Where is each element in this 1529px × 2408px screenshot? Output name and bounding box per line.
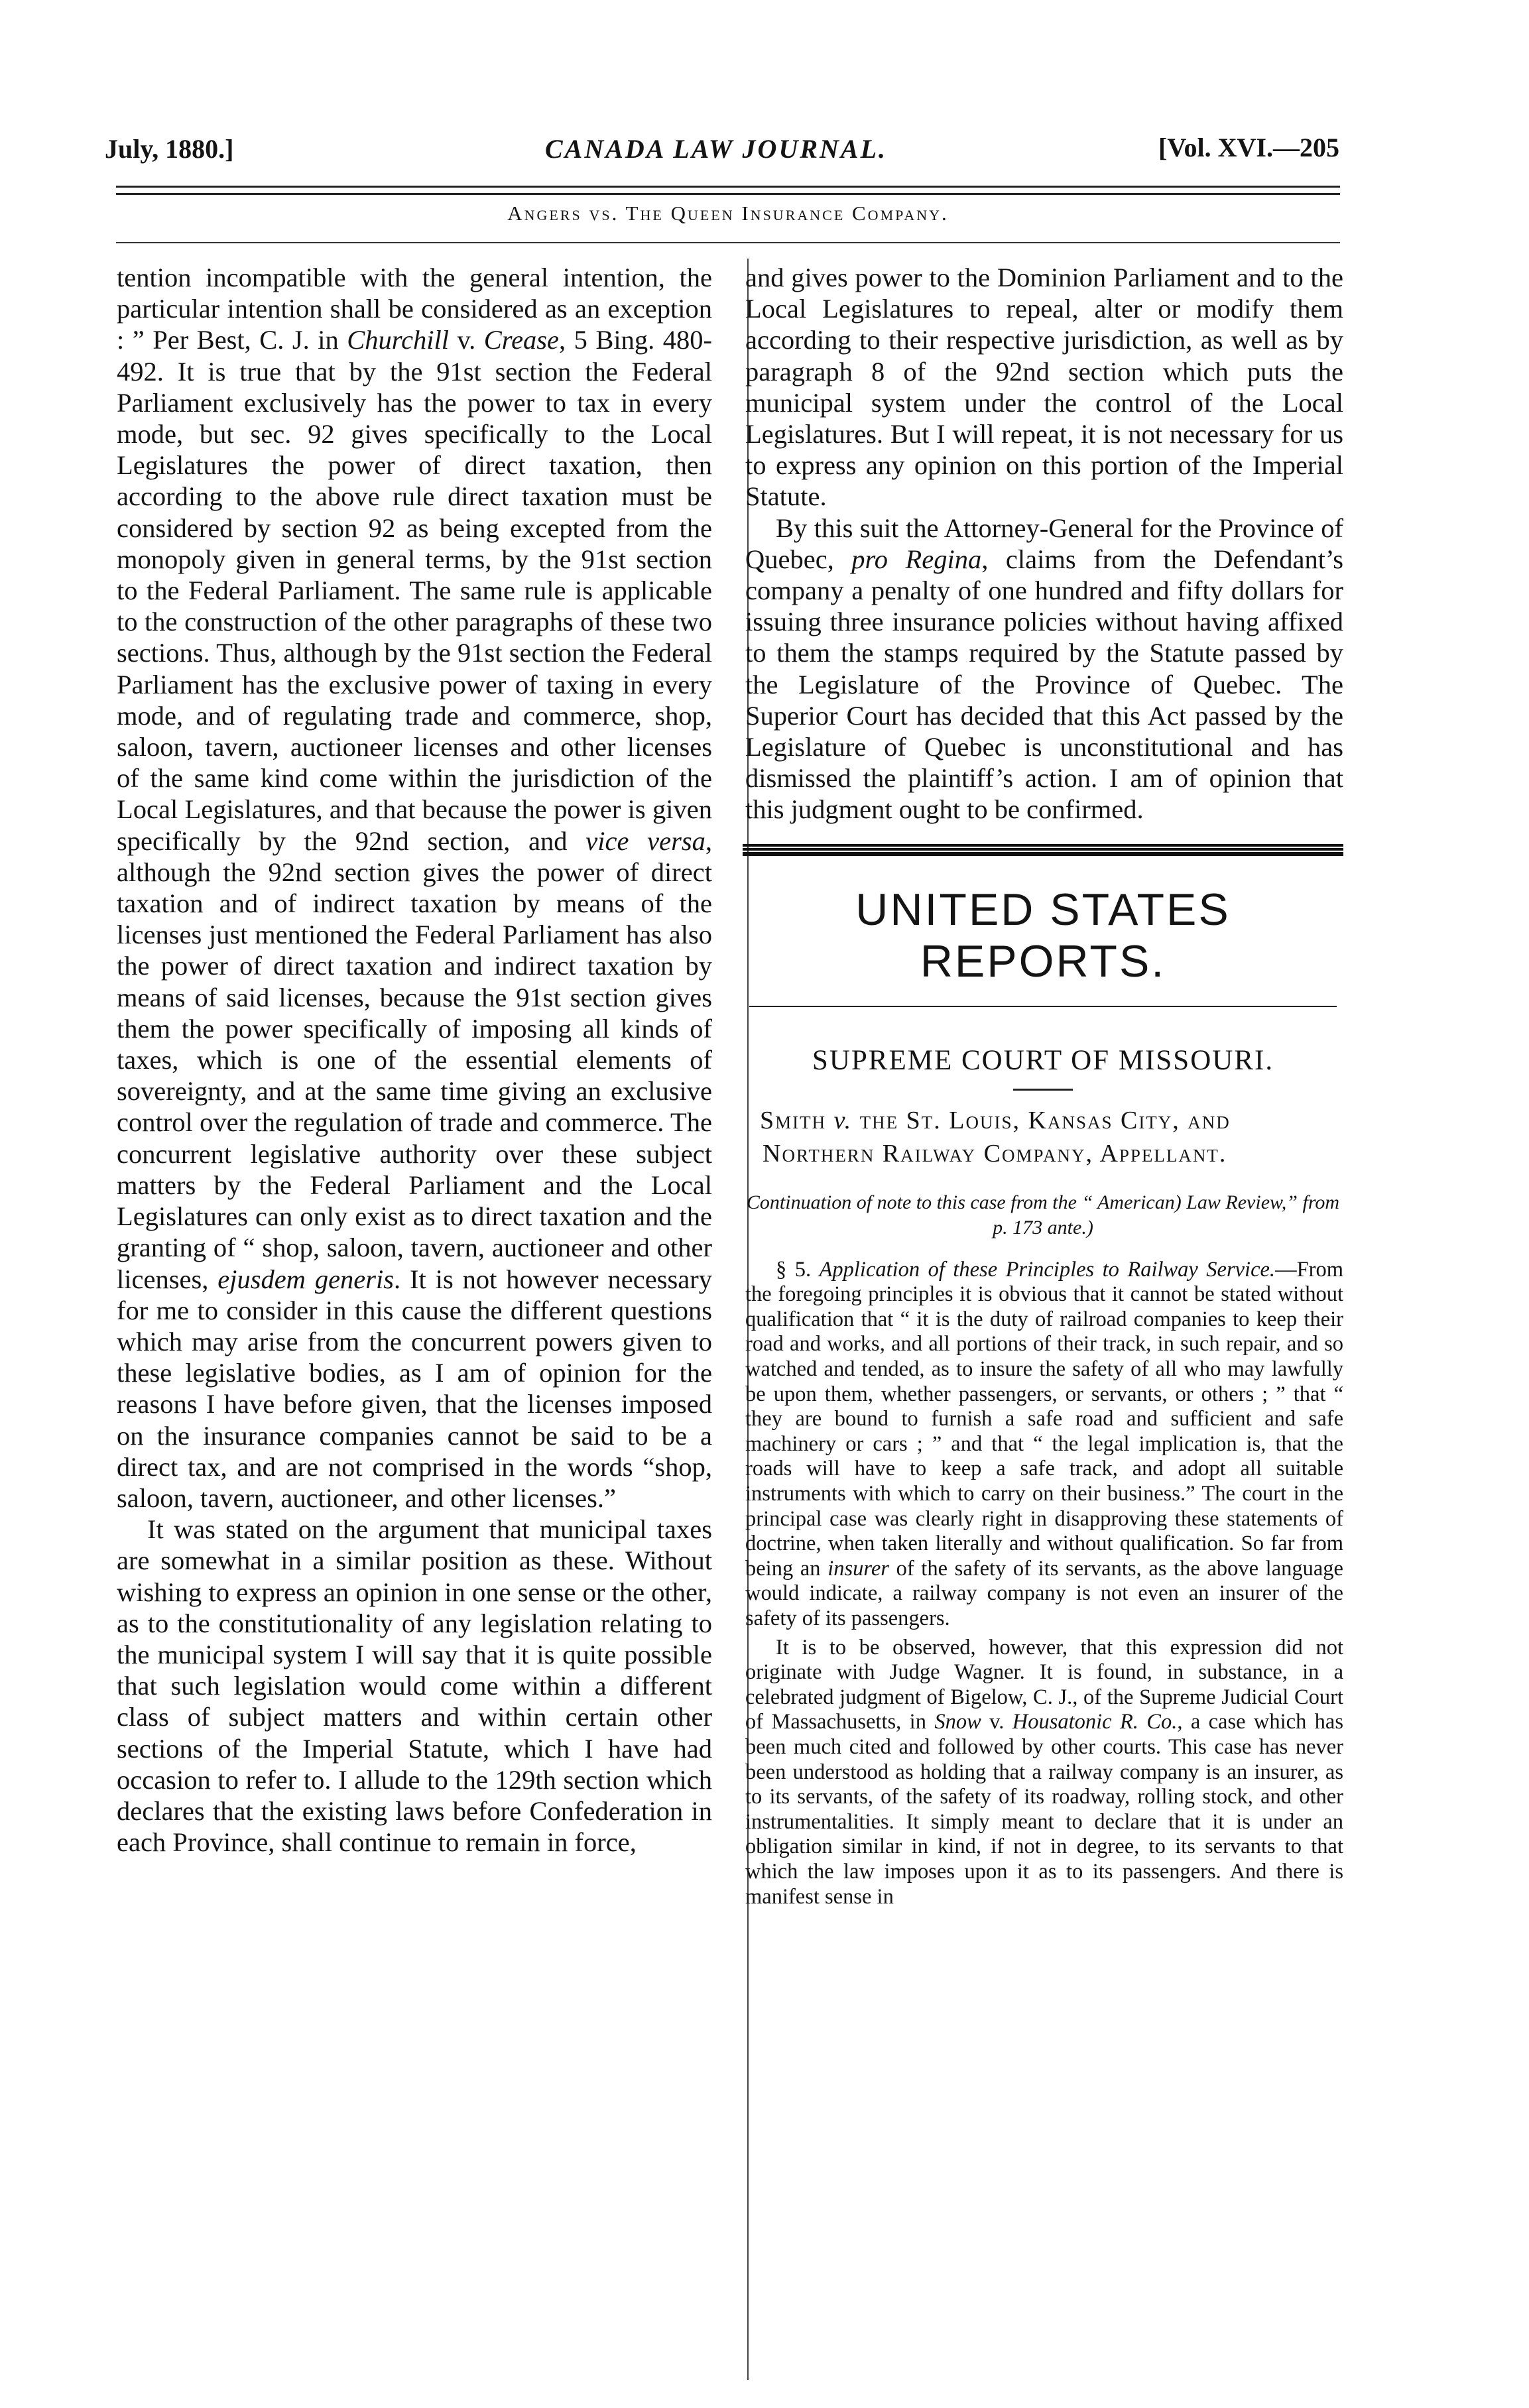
volume-page-number: [Vol. XVI.—205: [1158, 133, 1339, 162]
section-title: UNITED STATES REPORTS.: [855, 884, 1231, 987]
right-paragraph-1: and gives power to the Dominion Parliament and to the Local Legislatures to repeal, alter or modify them according to their respective jurisdiction, as well as by paragraph 8 of the 92nd section which puts the municipal system under the control of the Local Legislatures. But I will repeat, it is not necessary for us to express any opinion on this portion of the Imperial Statute.: [745, 263, 1343, 512]
journal-title: CANADA LAW JOURNAL.: [544, 134, 888, 164]
note-paragraph-2: It is to be observed, however, that this expression did not originate with Judge Wagner. It is found, in substance, in a celebrated judgment of Bigelow, C. J., of the Supreme Judicial Court of Massachusetts, in Snow v. Housatonic R. Co., a case which has been much cited and followed by other courts. This case has never been understood as holding that a railway company is an insurer, as to its servants, of the safety of its roadway, rolling stock, and other instrumentalities. It simply meant to declare that it is under an obligation similar in kind, if not in degree, to its servants to that which the law imposes upon it as to its passengers. And there is manifest sense in: [745, 1635, 1343, 1909]
section-divider-rule: [743, 844, 1343, 856]
running-head: [93, 129, 1339, 169]
note-section-5: § 5. Application of these Principles to Railway Service.—From the foregoing principles it is obvious that it cannot be stated without qualification that “ it is the duty of railroad companies to keep their road and works, and all portions of their track, in such repair, and so watched and tended, as to insure the safety of all who may lawfully be upon them, whether passengers, or servants, or others ; ” that “ they are bound to furnish a safe road and sufficient and safe machinery or cars ; ” and that “ the legal implication is, that the roads will have to keep a safe track, and adopt all suitable instruments with which to carry on their business.” The court in the principal case was clearly right in disapproving these statements of doctrine, when taken literally and without qualification. So far from being an insurer of the safety of its servants, as the above language would indicate, a railway company is not even an insurer of the safety of its passengers.: [745, 1257, 1343, 1630]
header-rule: [116, 242, 1340, 243]
continuation-note: Continuation of note to this case from the “ American) Law Review,” from p. 173 ante.): [746, 1191, 1340, 1238]
left-paragraph-2: It was stated on the argument that municipal taxes are somewhat in a similar position as these. Without wishing to express an opinion in one sense or the other, as to the constitutionality of any legislation relating to the municipal system I will say that it is quite possible that such legislation would come within a different class of subject matters and within certain other sections of the Imperial Statute, which I have had occasion to refer to. I allude to the 129th section which declares that the existing laws before Confederation in each Province, shall continue to remain in force,: [117, 1514, 712, 1858]
case-title: Smith v. the St. Louis, Kansas City, and Northern Railway Company, Appellant.: [760, 1106, 1231, 1168]
right-opinion-text: [743, 262, 1343, 825]
right-column: [743, 262, 1343, 1909]
left-paragraph-1: tention incompatible with the general intention, the particular intention shall be considered as an exception : ” Per Best, C. J. in Churchill v. Crease, 5 Bing. 480-492. It is true that by the 91st section the Federal Parliament exclusively has the power to tax in every mode, but sec. 92 gives specifically to the Local Legislatures the power of direct taxation, then according to the above rule direct taxation must be considered by section 92 as being excepted from the monopoly given in general terms, by the 91st section to the Federal Parliament. The same rule is applicable to the construction of the other paragraphs of these two sections. Thus, although by the 91st section the Federal Parliament has the exclusive power of taxing in every mode, and of regulating trade and commerce, shop, saloon, tavern, auctioneer licenses and other licenses of the same kind come within the jurisdiction of the Local Legislatures, and that because the power is given specifically by the 92nd section, and vice versa, although the 92nd section gives the power of direct taxation and of indirect taxation by means of the licenses just mentioned the Federal Parliament has also the power of direct taxation and indirect taxation by means of said licenses, because the 91st section gives them the power specifically of imposing all kinds of taxes, which is one of the essential elements of sovereignty, and at the same time giving an exclusive control over the regulation of trade and commerce. The concurrent legislative authority over these subject matters by the Federal Parliament and the Local Legislatures can only exist as to direct taxation and the granting of “ shop, saloon, tavern, auctioneer and other licenses, ejusdem generis. It is not however necessary for me to consider in this cause the different questions which may arise from the concurrent powers given to these legislative bodies, as I am of opinion for the reasons I have before given, that the licenses imposed on the insurance companies cannot be said to be a direct tax, and are not comprised in the words “shop, saloon, tavern, auctioneer, and other licenses.”: [117, 263, 712, 1513]
right-paragraph-2: By this suit the Attorney-General for the Province of Quebec, pro Regina, claims from the Defendant’s company a penalty of one hundred and fifty dollars for issuing three insurance policies without having affixed to them the stamps required by the Statute passed by the Legislature of the Province of Quebec. The Superior Court has decided that this Act passed by the Legislature of Quebec is unconstitutional and has dismissed the plaintiff’s action. I am of opinion that this judgment ought to be confirmed.: [745, 512, 1343, 825]
header-double-rule: [116, 186, 1340, 195]
left-column: [117, 262, 712, 1858]
case-running-title: Angers vs. The Queen Insurance Company.: [507, 202, 949, 225]
page-date: July, 1880.]: [105, 134, 234, 164]
court-short-rule: [1013, 1089, 1073, 1091]
court-name: SUPREME COURT OF MISSOURI.: [812, 1044, 1274, 1076]
section-title-rule: [749, 1006, 1337, 1007]
